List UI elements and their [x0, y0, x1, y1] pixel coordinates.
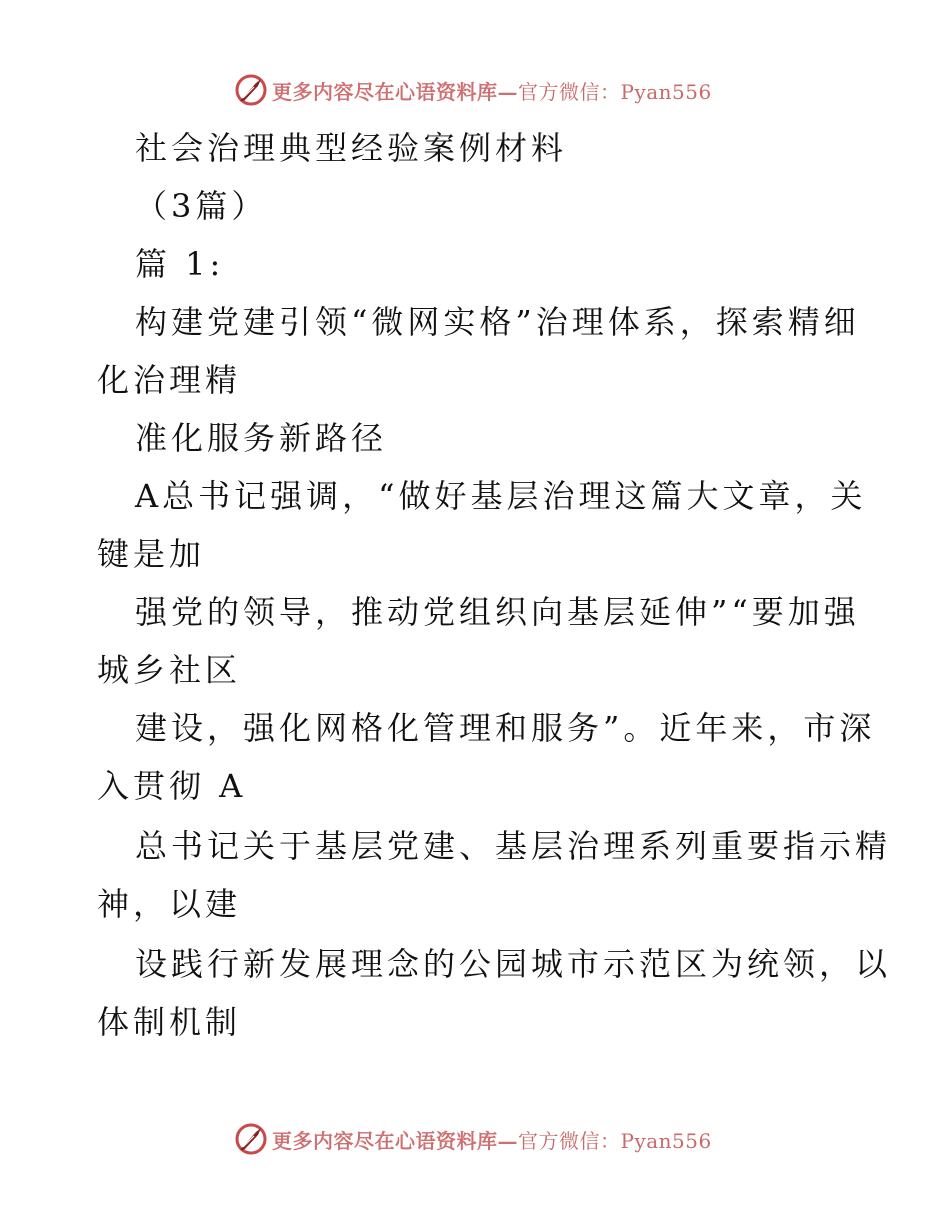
banner-main-text: 更多内容尽在心语资料库—	[272, 79, 518, 104]
text-line: 城乡社区	[97, 651, 242, 689]
text-line: 构建党建引领“微网实格”治理体系，探索精细	[135, 303, 860, 341]
section-heading: 篇 1:	[135, 245, 225, 283]
text-line: 化治理精	[97, 361, 242, 399]
text-line: A总书记强调，“做好基层治理这篇大文章，关	[135, 477, 867, 515]
text-line: 设践行新发展理念的公园城市示范区为统领，以	[135, 945, 892, 983]
banner-text	[272, 1125, 712, 1154]
text-line: 强党的领导，推动党组织向基层延伸”“要加强	[135, 593, 860, 631]
banner-wechat-text: 官方微信：Pyan556	[518, 1128, 712, 1153]
document-title: 社会治理典型经验案例材料	[135, 129, 568, 167]
header-watermark-banner	[234, 70, 712, 110]
text-line: 总书记关于基层党建、基层治理系列重要指示精	[135, 827, 892, 865]
banner-wechat-text: 官方微信：Pyan556	[518, 79, 712, 104]
text-line: 准化服务新路径	[135, 419, 388, 457]
quill-pen-logo-icon	[234, 73, 268, 107]
footer-watermark-banner	[234, 1119, 712, 1159]
quill-pen-logo-icon	[234, 1122, 268, 1156]
text-line: 键是加	[97, 535, 206, 573]
document-subtitle: （3篇）	[135, 187, 268, 225]
text-line: 建设，强化网格化管理和服务”。近年来，市深	[135, 709, 876, 747]
banner-main-text: 更多内容尽在心语资料库—	[272, 1128, 518, 1153]
text-line: 体制机制	[97, 1003, 242, 1041]
text-line: 神，以建	[97, 885, 242, 923]
banner-text	[272, 76, 712, 105]
text-line: 入贯彻 A	[97, 767, 247, 805]
